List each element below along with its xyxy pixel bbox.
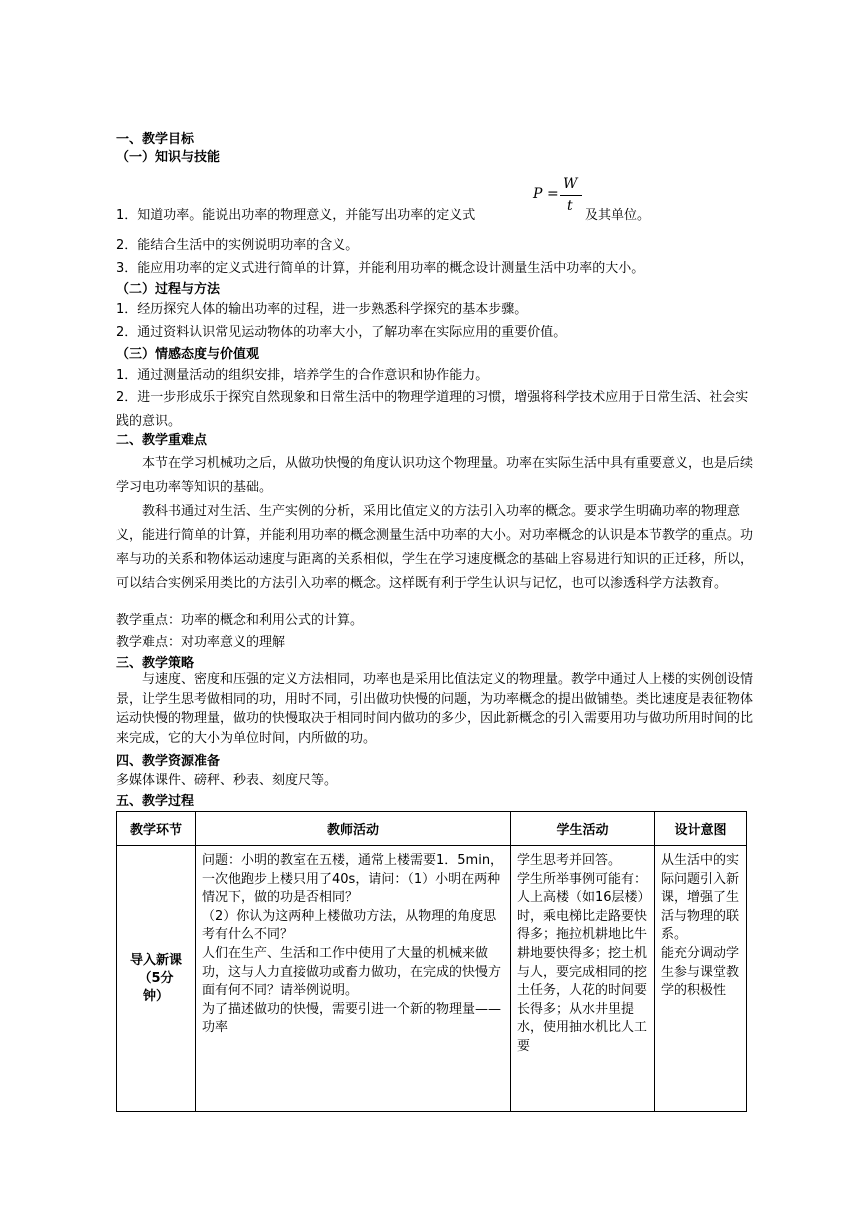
section-title-resources: 四、教学资源准备: [116, 754, 221, 769]
difficulty-point: 教学难点：对功率意义的理解: [116, 635, 286, 650]
key-point: 教学重点：功率的概念和利用公式的计算。: [116, 613, 364, 628]
header-student: 学生活动: [511, 812, 655, 846]
strategy-paragraph: 与速度、密度和压强的定义方法相同，功率也是采用比值法定义的物理量。教学中通过人上楼的实例创设情景，让学生思考做相同的功，用时不同，引出做功快慢的问题，为功率概念的提出做铺垫。类比速度是表征物体运动快慢的物理量，做功的快慢取决于相同时间内做功的多少，因此新概念的引入需要用功与做功所用时间的比来完成，它的大小为单位时间，内所做的功。: [116, 672, 754, 746]
subsection-process: （二）过程与方法: [116, 282, 221, 297]
fraction-bar: [560, 195, 582, 196]
power-formula: [533, 176, 593, 220]
cell-student: [511, 846, 655, 1112]
keypoints-paragraph-2: 教科书通过对生活、生产实例的分析，采用比值定义的方法引入功率的概念。要求学生明确功率的物理意义，能进行简单的计算，并能利用功率的概念测量生活中功率的大小。对功率概念的认识是本节教学的重点。功率与功的关系和物体运动速度与距离的关系相似，学生在学习速度概念的基础上容易进行知识的正迁移，所以，可以结合实例采用类比的方法引入功率的概念。这样既有利于学生认识与记忆，也可以渗透科学方法教育。: [116, 504, 754, 591]
subsection-knowledge: （一）知识与技能: [116, 150, 221, 165]
attitude-item-1: 1．通过测量活动的组织安排，培养学生的合作意识和协作能力。: [116, 368, 489, 383]
cell-teacher: [196, 846, 511, 1112]
resources-text: 多媒体课件、磅秤、秒表、刻度尺等。: [116, 773, 338, 788]
header-stage: 教学环节: [117, 812, 196, 846]
subsection-attitude: （三）情感态度与价值观: [116, 347, 260, 362]
keypoints-paragraph-1: 本节在学习机械功之后，从做功快慢的角度认识功这个物理量。功率在实际生活中具有重要意义，也是后续学习电功率等知识的基础。: [116, 456, 754, 495]
section-title-keypoints: 二、教学重难点: [116, 433, 208, 448]
student-activity: 学生思考并回答。 学生所举事例可能有： 人上高楼（如16层楼）时，乘电梯比走路要快得多；拖拉机耕地比牛耕地要快得多；挖土机与人，要完成相同的挖土任务，人花的时间要长得多；从水井里提水，使用抽水机比人工要: [517, 853, 648, 1054]
section-title-objectives: 一、教学目标: [116, 132, 195, 147]
cell-intent: [655, 846, 747, 1112]
stage-line-3: 钟）: [142, 988, 169, 1004]
cell-stage: [117, 846, 196, 1112]
formula-p: P: [533, 186, 543, 202]
knowledge-item-3: 3．能应用功率的定义式进行简单的计算，并能利用功率的概念设计测量生活中功率的大小。: [116, 261, 645, 276]
formula-equals: =: [547, 186, 559, 202]
header-teacher: 教师活动: [196, 812, 511, 846]
stage-line-2: （5分: [138, 970, 174, 986]
section-title-process: 五、教学过程: [116, 794, 195, 809]
table-header-row: [117, 812, 747, 846]
table-row: [117, 846, 747, 1112]
teacher-activity: 问题：小明的教室在五楼，通常上楼需要1．5min，一次他跑步上楼只用了40s，请问：（1）小明在两种情况下，做的功是否相同？ （2）你认为这两种上楼做功方法，从物理的角度思考有什么不同？ 人们在生产、生活和工作中使用了大量的机械来做功，这与人力直接做功或畜力做功，在完成的快慢方面有何不同？请举例说明。 为了描述做功的快慢，需要引进一个新的物理量——功率: [202, 853, 504, 1036]
formula-numerator: W: [563, 176, 578, 192]
stage-line-1: 导入新课: [129, 952, 182, 968]
section-title-strategy: 三、教学策略: [116, 656, 195, 671]
knowledge-item-2: 2．能结合生活中的实例说明功率的含义。: [116, 238, 359, 253]
knowledge-item-1: 1．知道功率。能说出功率的物理意义，并能写出功率的定义式: [116, 208, 476, 223]
process-item-1: 1．经历探究人体的输出功率的过程，进一步熟悉科学探究的基本步骤。: [116, 302, 528, 317]
attitude-item-2: 2．进一步形成乐于探究自然现象和日常生活中的物理学道理的习惯，增强将科学技术应用于日常生活、社会实践的意识。: [116, 390, 749, 429]
process-item-2: 2．通过资料认识常见运动物体的功率大小，了解功率在实际应用的重要价值。: [116, 325, 567, 340]
design-intent: 从生活中的实际问题引入新课，增强了生活与物理的联系。 能充分调动学生参与课堂教学的积极性: [661, 853, 740, 999]
formula-denominator: t: [567, 198, 573, 214]
knowledge-item-1-suffix: 及其单位。: [585, 208, 651, 223]
lesson-process-table: [116, 811, 747, 1112]
header-intent: 设计意图: [655, 812, 747, 846]
